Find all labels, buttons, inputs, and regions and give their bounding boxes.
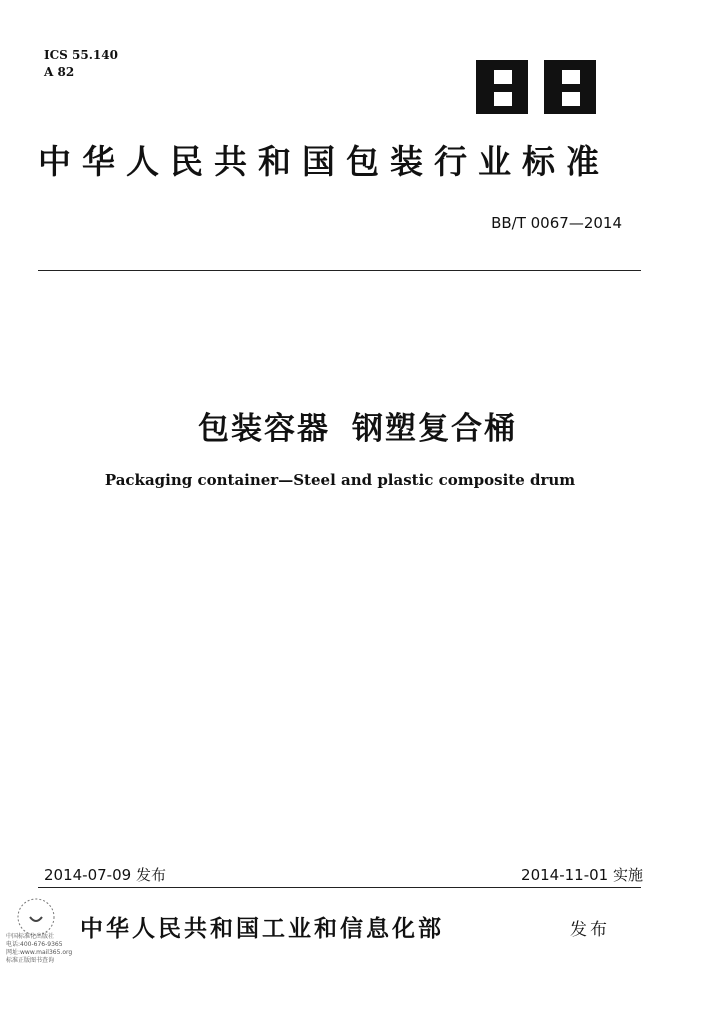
issuing-authority: 中华人民共和国工业和信息化部 bbox=[80, 915, 444, 942]
stamp-line: 电话:400-676-9365 bbox=[6, 941, 63, 948]
issue-label: 发布 bbox=[570, 920, 610, 940]
stamp-line: 中国标准化出版社 bbox=[6, 933, 55, 940]
document-title-cn bbox=[0, 406, 715, 452]
standard-title: 中华人民共和国包装行业标准 bbox=[38, 142, 610, 181]
issue-date: 2014-07-09 发布 bbox=[44, 866, 166, 884]
standard-number: BB/T 0067—2014 bbox=[491, 214, 622, 232]
implement-date: 2014-11-01 实施 bbox=[521, 866, 643, 884]
publisher-stamp bbox=[0, 895, 78, 975]
top-divider bbox=[38, 270, 641, 271]
bottom-divider bbox=[38, 887, 641, 888]
title-cn-part2: 钢塑复合桶 bbox=[352, 411, 517, 447]
ics-code: ICS 55.140 bbox=[44, 48, 118, 62]
document-title-en: Packaging container—Steel and plastic composite drum bbox=[104, 471, 576, 489]
stamp-line: 标准正版图书查询 bbox=[6, 957, 55, 964]
title-cn-part1: 包装容器 bbox=[198, 411, 330, 447]
classification-code: A 82 bbox=[44, 65, 75, 79]
bb-logo bbox=[474, 58, 598, 116]
stamp-line: 网址:www.mail365.org bbox=[6, 949, 73, 956]
